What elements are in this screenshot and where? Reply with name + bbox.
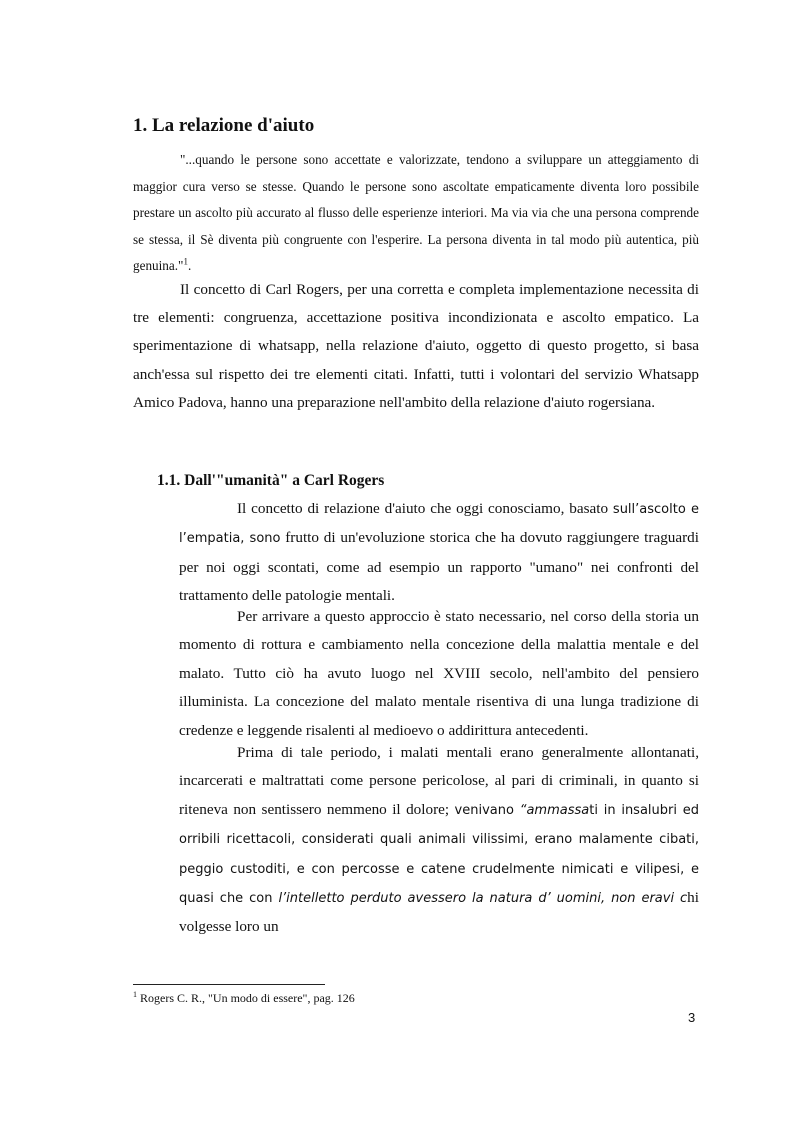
sub3-text-f: hi volgesse loro un (179, 889, 699, 936)
sub1-text-b: sull’ascolto e l’empatia, sono (179, 502, 699, 547)
footnote-number: 1 (133, 990, 137, 999)
sub3-text-b: venivano (454, 802, 520, 818)
subsection-heading: 1.1. Dall'"umanità" a Carl Rogers (157, 472, 385, 489)
footnote-separator (133, 984, 325, 985)
paragraph-before-period (179, 739, 699, 942)
quote-text: "...quando le persone sono accettate e valorizzate, tendono a sviluppare un atteggiamento di maggior cura verso se stesse. Quando le persone sono ascoltate empaticamente diventa loro possibile prestare un ascolto più accurato al flusso delle esperienze interiori. Ma via via che una persona comprende se stessa, il Sè diventa più congruente con l'esperire. La persona diventa in tal modo più autentica, più genuina." (133, 152, 699, 273)
sub3-text-a: Prima di tale periodo, i malati mentali erano generalmente allontanati, incarcerati e maltrattati come persone pericolose, al pari di criminali, in quanto si riteneva non sentissero nemmeno il dolore; (179, 744, 699, 818)
quote-end: . (187, 258, 192, 273)
paragraph-rogers-concept: Il concetto di Carl Rogers, per una corretta e completa implementazione necessita di tre elementi: congruenza, accettazione positiva incondizionata e ascolto empatico. La sperimentazione di whatsapp, nella relazione d'aiuto, oggetto di questo progetto, si basa anch'essa sul rispetto dei tre elementi citati. Infatti, tutti i volontari del servizio Whatsapp Amico Padova, hanno una preparazione nell'ambito della relazione d'aiuto rogersiana. (133, 281, 699, 411)
sub3-text-c: “ammassa (519, 802, 590, 818)
footnote (133, 990, 355, 1006)
sub3-text-d: ti in insalubri ed orribili ricettacoli, considerati quali animali vilissimi, erano malamente cibati, peggio custoditi, e con percosse e catene crudelmente nimicati e vilipesi, e quasi che con (179, 802, 700, 907)
sub3-text-e: l’intelletto perduto avessero la natura d’ uomini, non eravi c (278, 891, 688, 907)
paragraph-helping-relationship (179, 495, 699, 611)
footnote-text: Rogers C. R., "Un modo di essere", pag. 126 (137, 991, 355, 1005)
rogers-quote (133, 147, 699, 280)
paragraph-approach-history: Per arrivare a questo approccio è stato necessario, nel corso della storia un momento di rottura e cambiamento nella concezione della malattia mentale e del malato. Tutto ciò ha avuto luogo nel XVIII secolo, nell'ambito del pensiero illuminista. La concezione del malato mentale risentiva di una lunga tradizione di credenze e leggende risalenti al medioevo o addirittura antecedenti. (179, 608, 699, 739)
section-heading: 1. La relazione d'aiuto (133, 115, 315, 136)
sub1-text-c: frutto di un'evoluzione storica che ha dovuto raggiungere traguardi per noi oggi scontati, come ad esempio un rapporto "umano" nei confronti del trattamento delle patologie mentali. (179, 529, 699, 605)
page-number: 3 (688, 1010, 696, 1025)
sub1-text-a: Il concetto di relazione d'aiuto che oggi conosciamo, basato (237, 500, 613, 517)
footnote-reference: 1 (183, 256, 188, 267)
